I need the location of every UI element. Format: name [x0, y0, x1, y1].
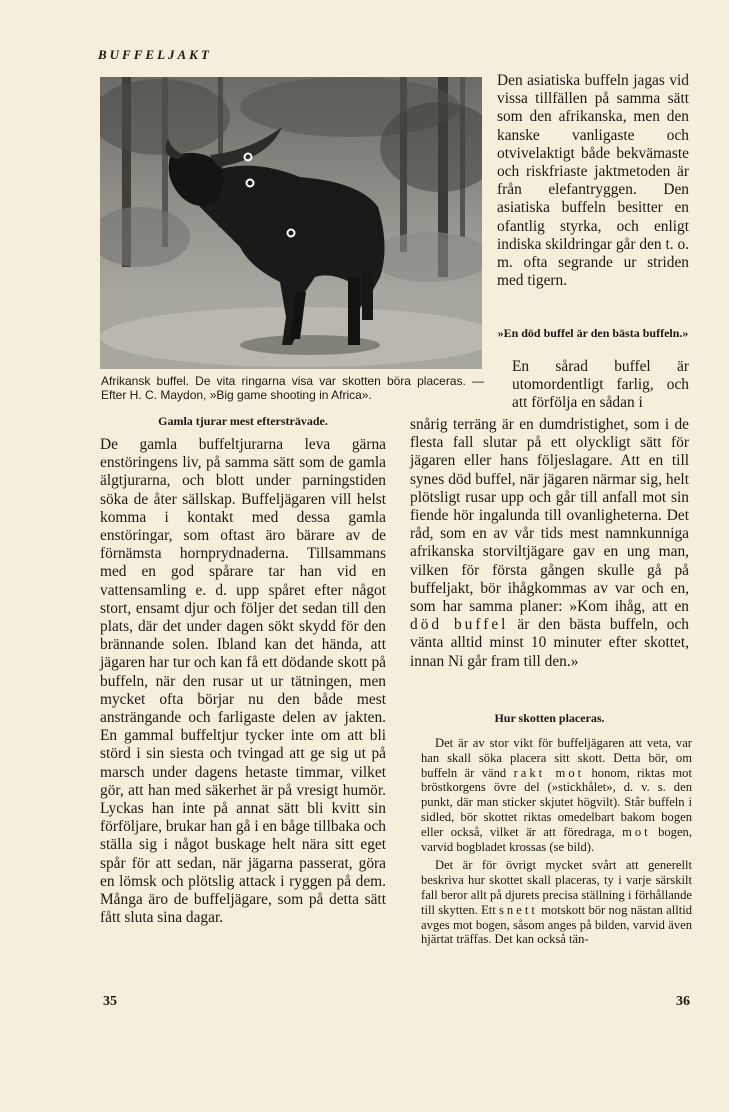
- paragraph-text: [410, 416, 689, 671]
- page-number-left: 35: [103, 994, 117, 1009]
- page-number-right: 36: [676, 994, 690, 1009]
- paragraph-text: De gamla buffeltjurarna leva gärna enstöringens liv, på samma sätt som de gamla älgtjurarna, och blott under parningstiden söka de åter sällskap. Buffeljägaren vill helst komma i kontakt med dessa gamla enstöringar, som oftast äro bärare av de förnämsta hornprydnaderna. Tillsammans med en god spårare tar han vid en vattensamling e. d. upp spåret efter något stort, ensamt djur och följer det sedan till den plats, där det under dagen sökt skydd för den brännande solen. Ibland kan det hända, att jägaren har tur och kan få ett dödande skott på buffeln, när den rusar ut ur tätningen, men mycket ofta börjar nu den både mest ansträngande och farligaste delen av jakten. En gammal buffeltjur tycker inte om att bli störd i sin siesta och tvingad att ge sig ut på marsch under dagens hetaste timmar, vilket gör, att han med säkerhet är på vresigt humör. Lyckas han inte på annat sätt bli kvitt sin förföljare, brukar han gå i en båge tillbaka och ställa sig i något buskage helt nära sitt eget spår för att sedan, när jägarna passerat, göra en lömsk och plötslig attack i ryggen på dem. Många äro de buffeljägare, som på detta sätt fått sluta sina dagar.: [100, 436, 386, 927]
- figure-caption: Afrikansk buffel. De vita ringarna visa var skotten böra placeras. — Efter H. C. Maydon, »Big game shooting in Africa».: [101, 374, 484, 402]
- old-bulls-paragraph: [100, 436, 386, 927]
- section-heading-gamla: Gamla tjurar mest eftersträvade.: [158, 414, 328, 428]
- text-run: Det är för övrigt mycket svårt att generellt beskriva hur skottet skall placeras, ty i varje särskilt fall beror allt på djurets precisa ställning i förhållande till skytten. Ett: [421, 858, 692, 917]
- paragraph-text: Den asiatiska buffeln jagas vid vissa tillfällen på samma sätt som den afrikanska, men den kanske vanligaste och otvivelaktigt både bekvämaste och riskfriaste jaktmetoden är från elefantryggen. Den asiatiska buffeln besitter en ofantlig styrka, och enligt indiska skildringar går den t. o. m. ofta segrande ur striden med tigern.: [497, 72, 689, 290]
- heading-hur-block: [410, 711, 689, 726]
- text-run: honom, riktas mot bröstkorgens övre del (»stickhålet», d. v. s. den punkt, där man sticker skjutet högvilt). Står buffeln i sidled, bör skottet riktas omedelbart bakom bogen eller också, vilket är att föredraga,: [421, 765, 692, 839]
- paragraph-text: [421, 736, 692, 854]
- heading-gamla-block: [100, 414, 386, 429]
- text-run: Det är av stor vikt för buffeljägaren att veta, var han skall söka placera sitt skott. Detta bör, om buffeln är vänd: [421, 736, 692, 780]
- shot-placement-text: [421, 736, 692, 947]
- text-run: snårig terräng är en dumdristighet, som i de flesta fall slutar på ett olyckligt sätt för jägaren eller hans följeslagare. Att en till synes död buffel, när jägaren närmar sig, helt plötsligt rusar upp och går till anfall mot sin fiende hör ingalunda till ovanligheterna. Det råd, som en av vår tids mest namnkunniga afrikanska storviltjägare gav en ung man, vilken för första gången skulle gå på buffeljakt, bör ihågkommas av var och en, som har samma planer: »Kom ihåg, att en: [410, 416, 689, 616]
- asiatic-buffalo-paragraph: [497, 72, 689, 290]
- paragraph-text: [421, 858, 692, 947]
- spaced-emphasis: rakt mot: [513, 765, 585, 780]
- paragraph-text: En sårad buffel är utomordentligt farlig, och att förfölja en sådan i: [512, 358, 689, 412]
- wounded-buffalo-paragraph: [410, 416, 689, 671]
- text-run: är den bästa buffeln, och vänta alltid minst 10 minuter efter skottet, innan Ni går fram till den.»: [410, 616, 690, 670]
- running-head: BUFFELJAKT: [98, 47, 212, 62]
- buffalo-photo: [100, 77, 482, 369]
- spaced-emphasis: snett: [499, 902, 538, 917]
- section-heading-hur: Hur skotten placeras.: [494, 711, 605, 725]
- spaced-emphasis: mot: [622, 824, 651, 839]
- spaced-emphasis: död buffel: [410, 616, 509, 634]
- text-run: motskott bör nog nästan alltid avges mot bogen, såsom anges på bilden, varvid även hjärtat träffas. Det kan också tän-: [421, 902, 692, 947]
- section-heading-quote: »En död buffel är den bästa buffeln.»: [497, 326, 689, 340]
- text-run: bogen, varvid bogbladet krossas (se bild).: [421, 824, 693, 854]
- quote-heading-block: [497, 326, 689, 341]
- wounded-buffalo-paragraph-start: [512, 358, 689, 413]
